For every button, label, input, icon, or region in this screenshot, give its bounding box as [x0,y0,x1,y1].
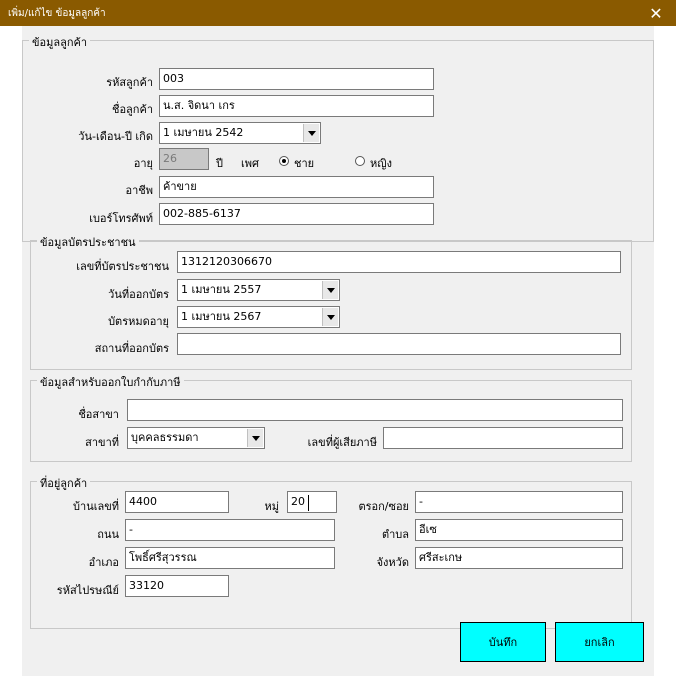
expire-date-select[interactable] [177,306,340,328]
house-number-input[interactable]: 4400 [125,491,229,513]
phone-label: เบอร์โทรศัพท์ [89,212,153,225]
age-label: อายุ [133,157,153,170]
chevron-down-icon[interactable] [247,429,263,447]
issue-date-select[interactable] [177,279,340,301]
occupation-input[interactable]: ค้าขาย [159,176,434,198]
moo-value: 20 [291,495,305,508]
gender-female-label[interactable]: หญิง [370,157,392,170]
birthdate-label: วัน-เดือน-ปี เกิด [78,130,153,143]
customer-name-label: ชื่อลูกค้า [111,103,153,116]
idcard-number-input[interactable]: 1312120306670 [177,251,621,273]
road-input[interactable]: - [125,519,335,541]
subdistrict-input[interactable]: อีเซ [415,519,623,541]
save-button[interactable]: บันทึก [460,622,546,662]
house-number-label: บ้านเลขที่ [73,500,119,513]
taxid-input[interactable] [383,427,623,449]
district-label: อำเภอ [88,556,119,569]
occupation-label: อาชีพ [125,184,153,197]
birthdate-select[interactable] [159,122,321,144]
address-legend: ที่อยู่ลูกค้า [37,474,90,492]
issue-date-value: 1 เมษายน 2557 [181,283,262,296]
idcard-number-label: เลขที่บัตรประชาชน [76,260,169,273]
postcode-label: รหัสไปรษณีย์ [56,584,119,597]
customer-code-label: รหัสลูกค้า [106,76,153,89]
district-input[interactable]: โพธิ์ศรีสุวรรณ [125,547,335,569]
taxid-label: เลขที่ผู้เสียภาษี [307,436,377,449]
phone-input[interactable]: 002-885-6137 [159,203,434,225]
customer-info-group [22,36,654,242]
subdistrict-label: ตำบล [381,528,409,541]
idcard-info-legend: ข้อมูลบัตรประชาชน [37,233,139,251]
tax-info-legend: ข้อมูลสำหรับออกใบกำกับภาษี [37,373,184,391]
branch-number-label: สาขาที่ [85,436,119,449]
province-label: จังหวัด [376,556,409,569]
address-group [30,477,632,629]
moo-label: หมู่ [264,500,279,513]
expire-date-value: 1 เมษายน 2567 [181,310,262,323]
gender-female-radio[interactable] [355,156,365,166]
branch-type-select[interactable] [127,427,265,449]
chevron-down-icon[interactable] [303,124,319,142]
customer-info-legend: ข้อมูลลูกค้า [29,33,90,51]
road-label: ถนน [97,528,119,541]
chevron-down-icon[interactable] [322,308,338,326]
form-body [22,26,654,676]
title-bar [0,0,676,26]
branch-name-label: ชื่อสาขา [78,408,119,421]
issue-place-input[interactable] [177,333,621,355]
cancel-button[interactable]: ยกเลิก [555,622,644,662]
tax-info-group [30,376,632,462]
gender-male-label[interactable]: ชาย [294,157,315,170]
expire-date-label: บัตรหมดอายุ [108,315,169,328]
postcode-input[interactable]: 33120 [125,575,229,597]
gender-male-radio[interactable] [279,156,289,166]
soi-label: ตรอก/ซอย [358,500,409,513]
age-unit: ปี [216,157,223,170]
chevron-down-icon[interactable] [322,281,338,299]
moo-input[interactable] [287,491,337,513]
issue-date-label: วันที่ออกบัตร [108,288,169,301]
close-icon[interactable]: ✕ [649,3,663,23]
issue-place-label: สถานที่ออกบัตร [94,342,169,355]
province-input[interactable]: ศรีสะเกษ [415,547,623,569]
text-caret [308,495,309,511]
gender-label: เพศ [241,157,259,170]
idcard-info-group [30,236,632,370]
branch-name-input[interactable] [127,399,623,421]
branch-type-value: บุคคลธรรมดา [131,431,199,444]
window-title: เพิ่ม/แก้ไข ข้อมูลลูกค้า [8,8,106,19]
customer-code-input[interactable]: 003 [159,68,434,90]
age-input: 26 [159,148,209,170]
birthdate-value: 1 เมษายน 2542 [163,126,244,139]
customer-name-input[interactable]: น.ส. จิดนา เกร [159,95,434,117]
soi-input[interactable]: - [415,491,623,513]
